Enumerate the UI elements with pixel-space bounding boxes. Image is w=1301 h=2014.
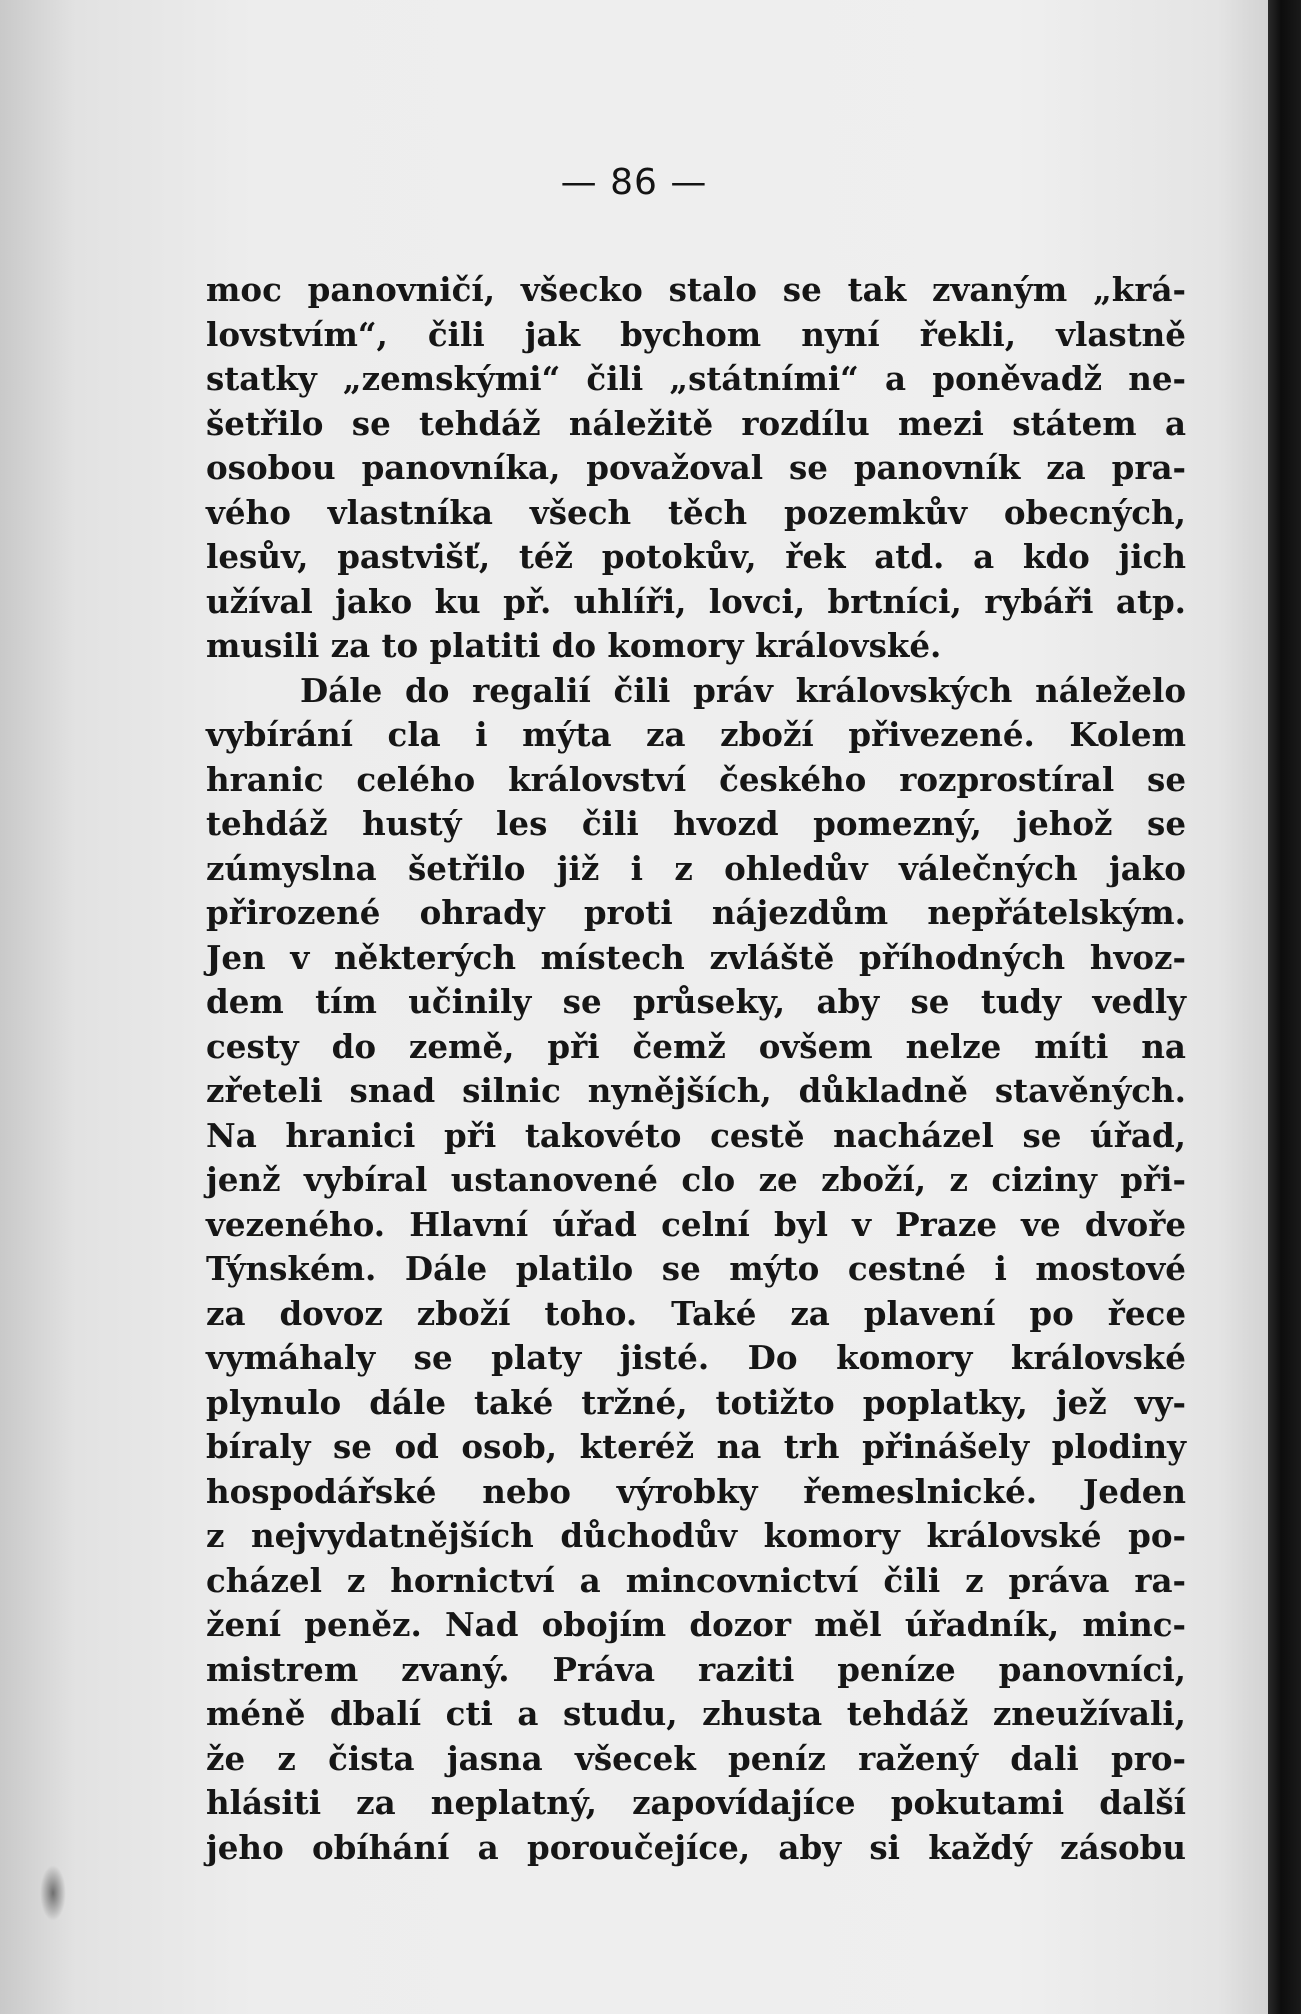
text-line: že z čista jasna všecek peníz ražený dali pro- xyxy=(206,1738,1186,1778)
ink-smudge xyxy=(40,1865,66,1921)
text-line: za dovoz zboží toho. Také za plavení po řece xyxy=(206,1293,1186,1333)
paragraph-end-line: musili za to platiti do komory královské. xyxy=(206,626,942,665)
text-line: cházel z hornictví a mincovnictví čili z práva ra- xyxy=(206,1560,1186,1600)
text-line: tehdáž hustý les čili hvozd pomezný, jehož se xyxy=(206,804,1186,843)
text-line: jenž vybíral ustanovené clo ze zboží, z ciziny při- xyxy=(206,1160,1186,1199)
text-line: vého vlastníka všech těch pozemkův obecných, xyxy=(206,492,1186,532)
text-line: lesův, pastvišť, též potokův, řek atd. a kdo jich xyxy=(206,537,1186,576)
text-line: plynulo dále také tržné, totižto poplatky, jež vy- xyxy=(206,1382,1186,1422)
text-line: zřeteli snad silnic nynějších, důkladně stavěných. xyxy=(206,1071,1186,1110)
text-line: šetřilo se tehdáž náležitě rozdílu mezi státem a xyxy=(206,403,1186,443)
body-text xyxy=(206,268,1186,1870)
text-line: vezeného. Hlavní úřad celní byl v Praze ve dvoře xyxy=(206,1204,1186,1244)
text-line: z nejvydatnějších důchodův komory královské po- xyxy=(206,1516,1186,1555)
text-line: přirozené ohrady proti nájezdům nepřátelským. xyxy=(206,893,1186,932)
text-line: osobou panovníka, považoval se panovník za pra- xyxy=(206,448,1186,487)
text-line: užíval jako ku př. uhlíři, lovci, brtníci, rybáři atp. xyxy=(206,581,1186,621)
text-line: bíraly se od osob, kteréž na trh přinášely plodiny xyxy=(206,1427,1186,1466)
text-line: mistrem zvaný. Práva raziti peníze panovníci, xyxy=(206,1649,1186,1689)
text-line: cesty do země, při čemž ovšem nelze míti na xyxy=(206,1026,1186,1066)
text-line: hlásiti za neplatný, zapovídajíce pokutami další xyxy=(206,1783,1186,1822)
text-line: zúmyslna šetřilo již i z ohledův válečných jako xyxy=(206,848,1186,888)
text-line: Týnském. Dále platilo se mýto cestné i mostové xyxy=(206,1249,1186,1288)
text-line: statky „zemskými“ čili „státními“ a poněvadž ne- xyxy=(206,359,1186,398)
text-line: dem tím učinily se průseky, aby se tudy vedly xyxy=(206,982,1186,1021)
text-line: méně dbalí cti a studu, zhusta tehdáž zneužívali, xyxy=(206,1694,1186,1733)
text-line: jeho obíhání a poroučejíce, aby si každý zásobu xyxy=(206,1827,1186,1867)
text-line: vybírání cla i mýta za zboží přivezené. Kolem xyxy=(206,715,1186,754)
text-line: hranic celého království českého rozprostíral se xyxy=(206,759,1186,799)
text-line: hospodářské nebo výrobky řemeslnické. Jeden xyxy=(206,1471,1186,1511)
page-number-header: — 86 — xyxy=(560,162,708,203)
text-line: Jen v některých místech zvláště příhodných hvoz- xyxy=(206,937,1186,977)
text-line: žení peněz. Nad obojím dozor měl úřadník, minc- xyxy=(206,1605,1186,1644)
book-spine-edge xyxy=(1268,0,1301,2014)
text-line: Na hranici při takovéto cestě nacházel se úřad, xyxy=(206,1115,1186,1155)
text-line: moc panovničí, všecko stalo se tak zvaným „krá- xyxy=(206,270,1186,309)
text-line: vymáhaly se platy jisté. Do komory královské xyxy=(206,1338,1186,1377)
text-line: lovstvím“, čili jak bychom nyní řekli, vlastně xyxy=(206,314,1186,354)
paragraph-start-line: Dále do regalií čili práv královských náleželo xyxy=(300,670,1186,710)
